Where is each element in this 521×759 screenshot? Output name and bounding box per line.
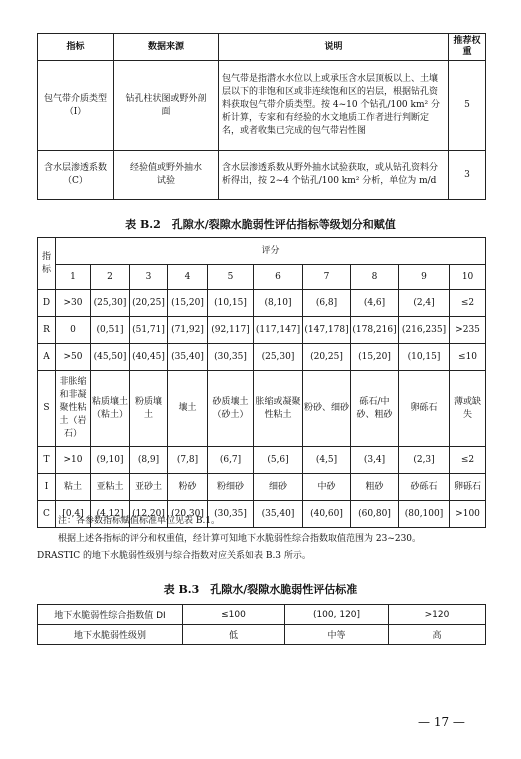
cell: 粗砂 (351, 474, 399, 501)
cell: (0,51] (91, 317, 130, 344)
cell: (25,30] (91, 290, 130, 317)
row-source: 钻孔柱状图或野外剖面 (114, 61, 219, 151)
cell: 胀缩或凝聚性粘土 (254, 371, 303, 447)
cell: (178,216] (351, 317, 399, 344)
cell: 亚砂土 (130, 474, 168, 501)
table-b2-caption: 表 B.2 孔隙水/裂隙水脆弱性评估指标等级划分和赋值 (125, 218, 396, 231)
table-row (38, 61, 486, 151)
score-number: 7 (303, 265, 351, 290)
row-weight: 3 (449, 151, 486, 200)
score-number-row (38, 265, 486, 290)
cell: (6,8] (303, 290, 351, 317)
header-description: 说明 (219, 34, 449, 61)
cell: 粉细砂 (208, 474, 254, 501)
table-row (38, 625, 486, 645)
table-row-a (38, 344, 486, 371)
cell: >100 (450, 501, 486, 528)
cell: (6,7] (208, 447, 254, 474)
row-label: T (38, 447, 56, 474)
table-header-row (38, 238, 486, 265)
cell: (51,71] (130, 317, 168, 344)
row-indicator: 含水层渗透系数（C） (38, 151, 114, 200)
table-row (38, 151, 486, 200)
table-row (38, 605, 486, 625)
row-description: 包气带是指潜水水位以上或承压含水层顶板以上、土壤层以下的非饱和区或非连续饱和区的岩层，根据钻孔资料获取包气带介质类型。按 4~10 个钻孔/100 km² 分析计算，专家和有经验的水文地质工作者进行判断定名，或者收集已完成的包气带岩性图 (219, 61, 449, 151)
cell: ≤2 (450, 447, 486, 474)
score-number: 4 (168, 265, 208, 290)
cell: 砂质壤土（砂土） (208, 371, 254, 447)
di-medium-range: (100, 120] (285, 605, 389, 625)
cell: (30,35] (208, 344, 254, 371)
cell: (35,40] (168, 344, 208, 371)
cell: (20,25] (130, 290, 168, 317)
table-row-s (38, 371, 486, 447)
cell: (5,6] (254, 447, 303, 474)
cell: (25,30] (254, 344, 303, 371)
cell: (3,4] (351, 447, 399, 474)
cell: 卵砾石 (399, 371, 450, 447)
header-indicator: 指标 (38, 34, 114, 61)
header-score: 评分 (56, 238, 486, 265)
table-row-i (38, 474, 486, 501)
body-paragraph-line: 根据上述各指标的评分和权重值，经计算可知地下水脆弱性综合指数取值范围为 23~230。 (58, 534, 422, 544)
level-low: 低 (183, 625, 285, 645)
cell: (12,20] (130, 501, 168, 528)
level-medium: 中等 (285, 625, 389, 645)
cell: (10,15] (399, 344, 450, 371)
score-number: 10 (450, 265, 486, 290)
cell: (15,20] (351, 344, 399, 371)
cell: (35,40] (254, 501, 303, 528)
cell: 砾石/中砂、粗砂 (351, 371, 399, 447)
cell: (30,35] (208, 501, 254, 528)
cell: >50 (56, 344, 91, 371)
cell: ≤10 (450, 344, 486, 371)
cell: >235 (450, 317, 486, 344)
page-number: — 17 — (418, 715, 465, 729)
score-number: 2 (91, 265, 130, 290)
score-number: 3 (130, 265, 168, 290)
cell: 中砂 (303, 474, 351, 501)
row-label: A (38, 344, 56, 371)
cell: (40,45] (130, 344, 168, 371)
header-indicator: 指标 (38, 238, 56, 290)
di-label: 地下水脆弱性综合指数值 DI (38, 605, 183, 625)
cell: [0,4] (56, 501, 91, 528)
row-label: C (38, 501, 56, 528)
indicator-source-table (37, 33, 486, 200)
score-number: 5 (208, 265, 254, 290)
cell: (92,117] (208, 317, 254, 344)
cell: 细砂 (254, 474, 303, 501)
cell: 卵砾石 (450, 474, 486, 501)
row-label: D (38, 290, 56, 317)
cell: >10 (56, 447, 91, 474)
cell: (216,235] (399, 317, 450, 344)
cell: 非胀缩和非凝聚性粘土（岩石） (56, 371, 91, 447)
row-source: 经验值或野外抽水试验 (114, 151, 219, 200)
grading-table (37, 237, 486, 528)
cell: ≤2 (450, 290, 486, 317)
cell: (7,8] (168, 447, 208, 474)
cell: (2,4] (399, 290, 450, 317)
vulnerability-standard-table (37, 604, 486, 645)
row-indicator: 包气带介质类型（I） (38, 61, 114, 151)
cell: 亚粘土 (91, 474, 130, 501)
cell: (4,12] (91, 501, 130, 528)
cell: 粘土 (56, 474, 91, 501)
row-label: R (38, 317, 56, 344)
cell: 粉砂、细砂 (303, 371, 351, 447)
cell: 0 (56, 317, 91, 344)
row-description: 含水层渗透系数从野外抽水试验获取，或从钻孔资料分析得出，按 2~4 个钻孔/100 km² 分析，单位为 m/d (219, 151, 449, 200)
row-weight: 5 (449, 61, 486, 151)
di-low-range: ≤100 (183, 605, 285, 625)
cell: (80,100] (399, 501, 450, 528)
cell: (40,60] (303, 501, 351, 528)
cell: (10,15] (208, 290, 254, 317)
cell: (2,3] (399, 447, 450, 474)
cell: 粘质壤土（粘土） (91, 371, 130, 447)
score-number: 8 (351, 265, 399, 290)
di-high-range: >120 (389, 605, 486, 625)
header-weight: 推荐权重 (449, 34, 486, 61)
cell: (147,178] (303, 317, 351, 344)
header-source: 数据来源 (114, 34, 219, 61)
cell: (117,147] (254, 317, 303, 344)
cell: (45,50] (91, 344, 130, 371)
table-header-row (38, 34, 486, 61)
body-paragraph-line: DRASTIC 的地下水脆弱性级别与综合指数对应关系如表 B.3 所示。 (37, 551, 311, 561)
cell: (15,20] (168, 290, 208, 317)
cell: (20,30] (168, 501, 208, 528)
score-number: 6 (254, 265, 303, 290)
row-label: S (38, 371, 56, 447)
row-label: I (38, 474, 56, 501)
cell: >30 (56, 290, 91, 317)
level-high: 高 (389, 625, 486, 645)
table-row-t (38, 447, 486, 474)
cell: 薄或缺失 (450, 371, 486, 447)
score-number: 9 (399, 265, 450, 290)
cell: 粉砂 (168, 474, 208, 501)
level-label: 地下水脆弱性级别 (38, 625, 183, 645)
cell: 粉质壤土 (130, 371, 168, 447)
cell: (60,80] (351, 501, 399, 528)
cell: (9,10] (91, 447, 130, 474)
table-b3-caption: 表 B.3 孔隙水/裂隙水脆弱性评估标准 (163, 583, 358, 596)
cell: (71,92] (168, 317, 208, 344)
table-row-r (38, 317, 486, 344)
table-note: 注：各参数指标赋值标准单位见表 B.1。 (58, 516, 221, 526)
cell: 壤土 (168, 371, 208, 447)
table-row-d (38, 290, 486, 317)
cell: 砂砾石 (399, 474, 450, 501)
cell: (4,6] (351, 290, 399, 317)
cell: (4,5] (303, 447, 351, 474)
score-number: 1 (56, 265, 91, 290)
cell: (20,25] (303, 344, 351, 371)
cell: (8,9] (130, 447, 168, 474)
cell: (8,10] (254, 290, 303, 317)
